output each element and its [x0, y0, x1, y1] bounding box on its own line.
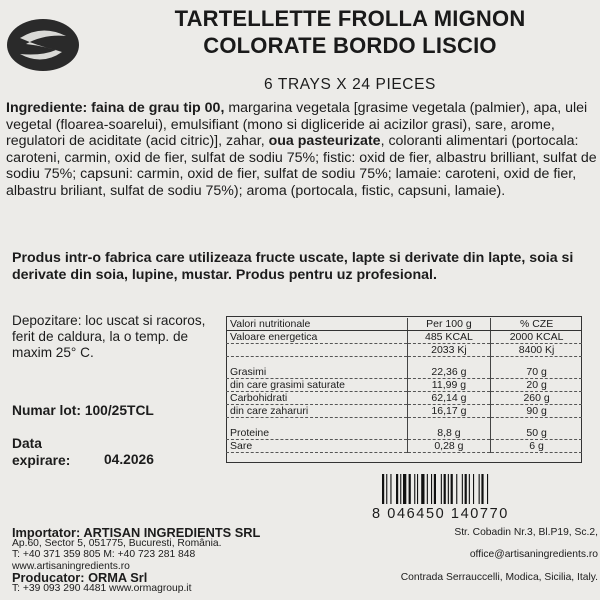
barcode-bar: [403, 474, 406, 504]
barcode-bar: [434, 474, 436, 504]
nutrition-per100: 22,36 g: [407, 366, 490, 379]
nutrition-per100: 2033 Kj: [407, 344, 490, 357]
barcode-bar: [487, 474, 488, 504]
barcode-number: 8 046450 140770: [372, 506, 509, 522]
importer-name: Importator: ARTISAN INGREDIENTS SRL: [12, 525, 261, 540]
nutrition-label: [226, 344, 407, 357]
barcode-bar: [441, 474, 442, 504]
nutrition-label: Grasimi: [226, 366, 407, 379]
importer-email: office@artisaningredients.ro: [469, 549, 598, 561]
ingredients-flour: faina de grau tip 00,: [91, 100, 225, 116]
nutrition-cze: 50 g: [491, 427, 582, 440]
barcode-bar: [409, 474, 411, 504]
pack-size: 6 TRAYS X 24 PIECES: [264, 76, 436, 93]
nutrition-cze: 2000 KCAL: [491, 331, 582, 344]
nutrition-row: [226, 427, 582, 440]
product-title-line1: TARTELLETTE FROLLA MIGNON: [174, 6, 526, 31]
barcode-bar: [396, 474, 398, 504]
ingredients-eggs: oua pasteurizate: [264, 133, 381, 150]
barcode-bar: [456, 474, 457, 504]
nutrition-label: din care grasimi saturate: [226, 379, 407, 392]
nutrition-header-per100: Per 100 g: [407, 318, 490, 331]
barcode-bar: [448, 474, 449, 504]
barcode-bar: [421, 474, 424, 504]
barcode-bar: [481, 474, 483, 504]
nutrition-label: Proteine: [226, 427, 407, 440]
importer-street: Str. Cobadin Nr.3, Bl.P19, Sc.2,: [454, 527, 598, 538]
expiry-label: [12, 435, 70, 469]
nutrition-row: [226, 331, 582, 344]
lot-number: Numar lot: 100/25TCL: [12, 403, 154, 418]
barcode-bar: [382, 474, 384, 504]
nutrition-per100: 485 KCAL: [407, 331, 490, 344]
barcode-bar: [386, 474, 387, 504]
producer-address: Contrada Serrauccelli, Modica, Sicilia, Italy.: [400, 571, 598, 583]
barcode-bar: [417, 474, 418, 504]
ingredients-part3: , coloranti alimentari (portocala: caroteni, carmin, oxid de fier, sulfat de sodiu 75%; fistic: oxid de fier, albastru brilliant, sulfat de sodiu 75%; capsuni: carmin, oxid de fier, sulfat de sodiu 75%; lamaie: caroteni, oxid de fier, albastru briliant, sulfat de sodiu 75%); aroma (portocala, fistic, capsuni, lamaie).: [6, 133, 597, 199]
nutrition-per100: 8,8 g: [407, 427, 490, 440]
nutrition-header-cze: % CZE: [491, 318, 582, 331]
importer-web: www.artisaningredients.ro: [12, 560, 130, 572]
barcode-bar: [400, 474, 401, 504]
nutrition-table: [226, 318, 582, 453]
nutrition-header-row: [226, 318, 582, 331]
barcode-bar: [465, 474, 467, 504]
barcode-bar: [451, 474, 453, 504]
nutrition-cze: 70 g: [491, 366, 582, 379]
barcode-bar: [427, 474, 428, 504]
nutrition-label: Sare: [226, 440, 407, 453]
nutrition-cze: 8400 Kj: [491, 344, 582, 357]
nutrition-row: [226, 379, 582, 392]
expiry-date: 04.2026: [104, 452, 154, 467]
barcode-bar: [431, 474, 432, 504]
allergen-notice: Produs intr-o fabrica care utilizeaza fructe uscate, lapte si derivate din lapte, soia si derivate din soia, lupine, mustar. Produs pentru uz profesional.: [12, 250, 574, 283]
brand-logo: [4, 16, 82, 74]
barcode-bar: [469, 474, 470, 504]
nutrition-label: din care zaharuri: [226, 405, 407, 418]
product-title-line2: COLORATE BORDO LISCIO: [203, 33, 497, 58]
nutrition-spacer: [226, 357, 582, 367]
nutrition-row: [226, 405, 582, 418]
nutrition-label: Valoare energetica: [226, 331, 407, 344]
importer-address: Ap.60, Sector 5, 051775, Bucuresti, România.: [12, 538, 222, 550]
nutrition-cze: 20 g: [491, 379, 582, 392]
nutrition-per100: 16,17 g: [407, 405, 490, 418]
storage-instructions: Depozitare: loc uscat si racoros, ferit de caldura, la o temp. de maxim 25° C.: [12, 313, 206, 360]
importer-row: [12, 527, 598, 538]
nutrition-cze: 6 g: [491, 440, 582, 453]
nutrition-row: [226, 344, 582, 357]
barcode-bar: [444, 474, 446, 504]
nutrition-per100: 0,28 g: [407, 440, 490, 453]
barcode: [382, 474, 520, 504]
nutrition-row: [226, 392, 582, 405]
nutrition-per100: 11,99 g: [407, 379, 490, 392]
barcode-bar: [390, 474, 391, 504]
expiry-label-line1: Data: [12, 436, 42, 451]
importer-contact-row: [12, 549, 598, 560]
nutrition-row: [226, 440, 582, 453]
producer-name: Producator: ORMA Srl: [12, 569, 148, 585]
company-info: [12, 527, 598, 594]
producer-row: [12, 569, 598, 585]
barcode-bar: [414, 474, 415, 504]
nutrition-header-label: Valori nutritionale: [226, 318, 407, 331]
ingredients-label: Ingrediente:: [6, 100, 88, 116]
nutrition-spacer: [226, 418, 582, 428]
nutrition-cze: 260 g: [491, 392, 582, 405]
producer-contact: T: +39 093 290 4481 www.ormagroup.it: [12, 583, 192, 595]
barcode-bar: [462, 474, 463, 504]
nutrition-per100: 62,14 g: [407, 392, 490, 405]
ingredients-part2: margarina vegetala [grasime vegetala (palmier), apa, ulei vegetal (floarea-soarelui), emulsifiant (mono si digliceride ai acizilor grasi), sare, arome, regulatori de aciditate (acid citric)], zahar,: [6, 100, 588, 150]
ingredients-text: [6, 100, 598, 200]
barcode-bar: [479, 474, 480, 504]
barcode-bar: [473, 474, 474, 504]
nutrition-cze: 90 g: [491, 405, 582, 418]
expiry-label-line2: expirare:: [12, 453, 71, 468]
nutrition-label: Carbohidrati: [226, 392, 407, 405]
nutrition-row: [226, 366, 582, 379]
importer-phone: T: +40 371 359 805 M: +40 723 281 848: [12, 549, 196, 561]
